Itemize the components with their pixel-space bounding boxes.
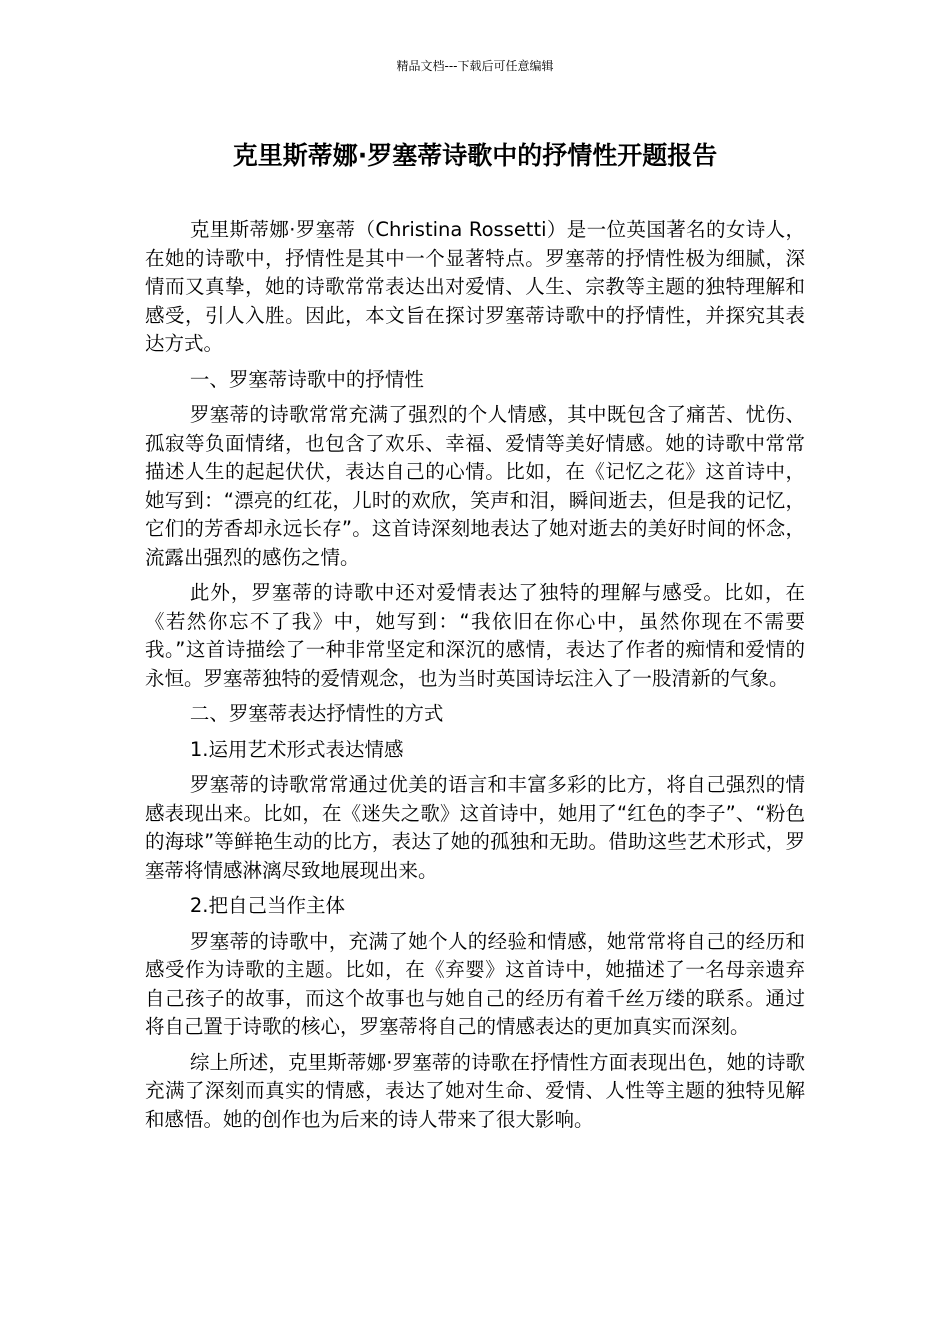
- section-heading-1: 一、罗塞蒂诗歌中的抒情性: [189, 367, 424, 391]
- header-note: 精品文档---下载后可任意编辑: [396, 59, 554, 73]
- subheading-2-2: 2.把自己当作主体: [189, 894, 345, 917]
- document-body: [145, 216, 805, 1141]
- section-1-paragraph-1: 罗塞蒂的诗歌常常充满了强烈的个人情感，其中既包含了痛苦、忧伤、孤寂等负面情绪，也包含了欢乐、幸福、爱情等美好情感。她的诗歌中常常描述人生的起起伏伏，表达自己的心情。比如，在《记忆之花》这首诗中，她写到：“漂亮的红花，儿时的欢欣，笑声和泪，瞬间逝去，但是我的记忆，它们的芳香却永远长存”。这首诗深刻地表达了她对逝去的美好时间的怀念，流露出强烈的感伤之情。: [145, 403, 805, 569]
- subheading-2-1: 1.运用艺术形式表达情感: [189, 737, 404, 761]
- subsection-2-1-paragraph: 罗塞蒂的诗歌常常通过优美的语言和丰富多彩的比方，将自己强烈的情感表现出来。比如，在《迷失之歌》这首诗中，她用了“红色的李子”、“粉色的海球”等鲜艳生动的比方，表达了她的孤独和无助。借助这些艺术形式，罗塞蒂将情感淋漓尽致地展现出来。: [145, 773, 805, 882]
- intro-paragraph: 克里斯蒂娜·罗塞蒂（Christina Rossetti）是一位英国著名的女诗人，在她的诗歌中，抒情性是其中一个显著特点。罗塞蒂的抒情性极为细腻，深情而又真挚，她的诗歌常常表达出对爱情、人生、宗教等主题的独特理解和感受，引人入胜。因此，本文旨在探讨罗塞蒂诗歌中的抒情性，并探究其表达方式。: [145, 218, 805, 355]
- subsection-2-2-paragraph: 罗塞蒂的诗歌中，充满了她个人的经验和情感，她常常将自己的经历和感受作为诗歌的主题。比如，在《弃婴》这首诗中，她描述了一名母亲遗弃自己孩子的故事，而这个故事也与她自己的经历有着千丝万缕的联系。通过将自己置于诗歌的核心，罗塞蒂将自己的情感表达的更加真实而深刻。: [145, 929, 805, 1038]
- document-title: 克里斯蒂娜·罗塞蒂诗歌中的抒情性开题报告: [232, 141, 718, 170]
- section-heading-2: 二、罗塞蒂表达抒情性的方式: [189, 702, 444, 725]
- section-1-paragraph-2: 此外，罗塞蒂的诗歌中还对爱情表达了独特的理解与感受。比如，在《若然你忘不了我》中，她写到：“我依旧在你心中，虽然你现在不需要我。”这首诗描绘了一种非常坚定和深沉的感情，表达了作者的痴情和爱情的永恒。罗塞蒂独特的爱情观念，也为当时英国诗坛注入了一股清新的气象。: [145, 581, 805, 690]
- conclusion-paragraph: 综上所述，克里斯蒂娜·罗塞蒂的诗歌在抒情性方面表现出色，她的诗歌充满了深刻而真实的情感，表达了她对生命、爱情、人性等主题的独特见解和感悟。她的创作也为后来的诗人带来了很大影响。: [145, 1050, 805, 1131]
